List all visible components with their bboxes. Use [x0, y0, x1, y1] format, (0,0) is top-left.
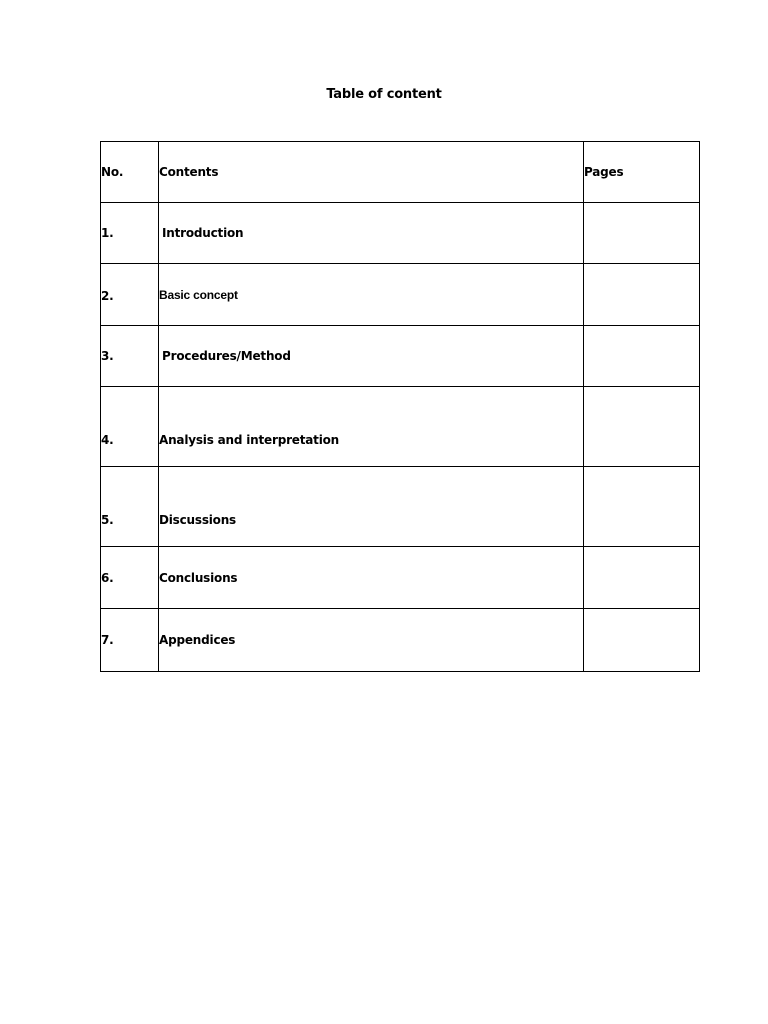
- row-content: [159, 326, 584, 387]
- table-row: [101, 326, 700, 387]
- row-content: [159, 467, 584, 547]
- row-content: [159, 547, 584, 609]
- header-pages-label: Pages: [584, 165, 624, 179]
- table-row: [101, 609, 700, 672]
- header-pages: [584, 142, 700, 203]
- row-content-label: Appendices: [159, 633, 236, 647]
- row-content-label: Conclusions: [159, 570, 238, 585]
- table-row: [101, 203, 700, 264]
- table-header-row: [101, 142, 700, 203]
- header-contents: [159, 142, 584, 203]
- header-contents-label: Contents: [159, 165, 219, 179]
- row-number-label: 4.: [101, 432, 114, 447]
- row-content-label: Analysis and interpretation: [159, 432, 340, 447]
- row-pages: [584, 264, 700, 326]
- row-content: [159, 203, 584, 264]
- row-content: [159, 387, 584, 467]
- row-pages: [584, 467, 700, 547]
- row-content-label: Discussions: [159, 512, 237, 527]
- row-number-label: 7.: [101, 633, 114, 647]
- row-number-label: 6.: [101, 570, 114, 585]
- table-row: [101, 387, 700, 467]
- row-pages: [584, 547, 700, 609]
- header-no: [101, 142, 159, 203]
- row-pages: [584, 387, 700, 467]
- row-number: [101, 264, 159, 326]
- row-content-label: Procedures/Method: [162, 349, 291, 363]
- table-row: [101, 264, 700, 326]
- row-pages: [584, 326, 700, 387]
- row-number: [101, 547, 159, 609]
- row-number-label: 3.: [101, 349, 114, 363]
- row-pages: [584, 609, 700, 672]
- table-row: [101, 467, 700, 547]
- row-content-label: Basic concept: [159, 287, 238, 302]
- row-number-label: 5.: [101, 512, 114, 527]
- row-number-label: 1.: [101, 226, 114, 240]
- table-row: [101, 547, 700, 609]
- row-number: [101, 203, 159, 264]
- row-number: [101, 387, 159, 467]
- table-of-contents: [100, 141, 700, 672]
- row-content: [159, 264, 584, 326]
- row-content-label: Introduction: [162, 226, 244, 240]
- row-content: [159, 609, 584, 672]
- row-pages: [584, 203, 700, 264]
- row-number-label: 2.: [101, 288, 114, 303]
- row-number: [101, 326, 159, 387]
- row-number: [101, 609, 159, 672]
- document-title: Table of content: [326, 87, 442, 102]
- header-no-label: No.: [101, 165, 124, 179]
- row-number: [101, 467, 159, 547]
